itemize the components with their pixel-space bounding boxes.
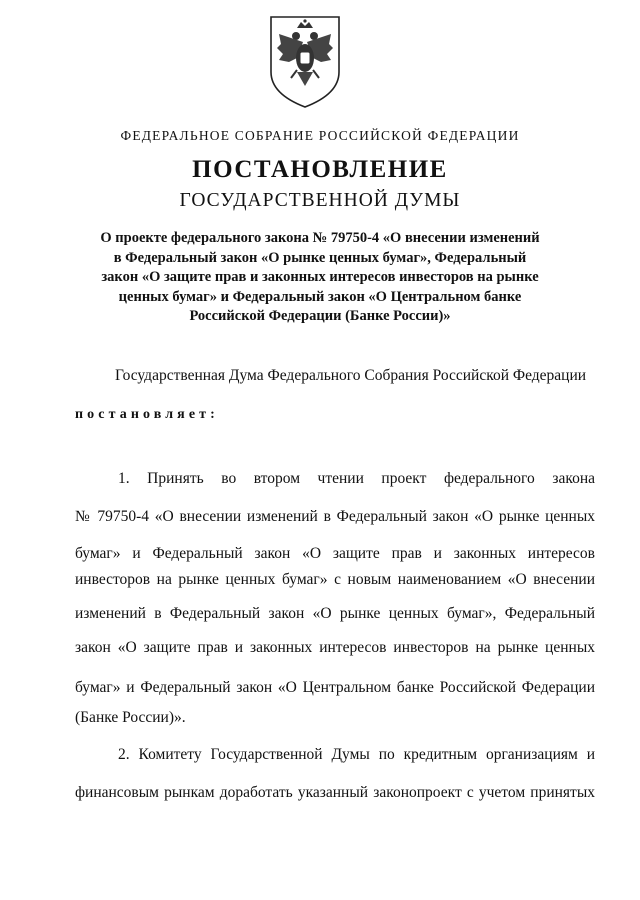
item-2-line: 2. Комитету Государственной Думы по кредитным организациям и xyxy=(118,746,595,763)
item-1-line: бумаг» и Федеральный закон «О Центральном банке Российской Федерации xyxy=(75,679,595,696)
decree-word: постановляет: xyxy=(75,407,219,422)
item-1-line: бумаг» и Федеральный закон «О защите прав и законных интересов xyxy=(75,545,595,562)
intro-paragraph: Государственная Дума Федерального Собрания Российской Федерации xyxy=(115,367,587,384)
item-1-line: № 79750-4 «О внесении изменений в Федеральный закон «О рынке ценных xyxy=(75,508,595,525)
item-1-line: инвесторов на рынке ценных бумаг» с новым наименованием «О внесении xyxy=(75,571,595,588)
item-2-line: финансовым рынкам доработать указанный законопроект с учетом принятых xyxy=(75,784,595,801)
item-1-line: изменений в Федеральный закон «О рынке ценных бумаг», Федеральный xyxy=(75,605,595,622)
organization-name: ФЕДЕРАЛЬНОЕ СОБРАНИЕ РОССИЙСКОЙ ФЕДЕРАЦИИ xyxy=(120,128,520,143)
item-1-line: закон «О защите прав и законных интересов инвесторов на рынке ценных xyxy=(75,639,595,656)
subject-line: ценных бумаг» и Федеральный закон «О Центральном банке xyxy=(118,288,522,305)
subject-line: в Федеральный закон «О рынке ценных бумаг», Федеральный xyxy=(113,249,527,266)
resolution-subject xyxy=(86,229,554,327)
document-title: ПОСТАНОВЛЕНИЕ xyxy=(192,156,448,183)
coat-of-arms-icon xyxy=(267,14,343,110)
item-1-line: (Банке России)». xyxy=(75,709,186,726)
document-subtitle: ГОСУДАРСТВЕННОЙ ДУМЫ xyxy=(179,190,461,211)
subject-line: О проекте федерального закона № 79750-4 «О внесении изменений xyxy=(100,230,540,246)
item-1-line: 1. Принять во втором чтении проект федерального закона xyxy=(118,470,595,487)
subject-line: закон «О защите прав и законных интересов инвесторов на рынке xyxy=(101,269,539,285)
subject-line: Российской Федерации (Банке России)» xyxy=(189,308,451,324)
